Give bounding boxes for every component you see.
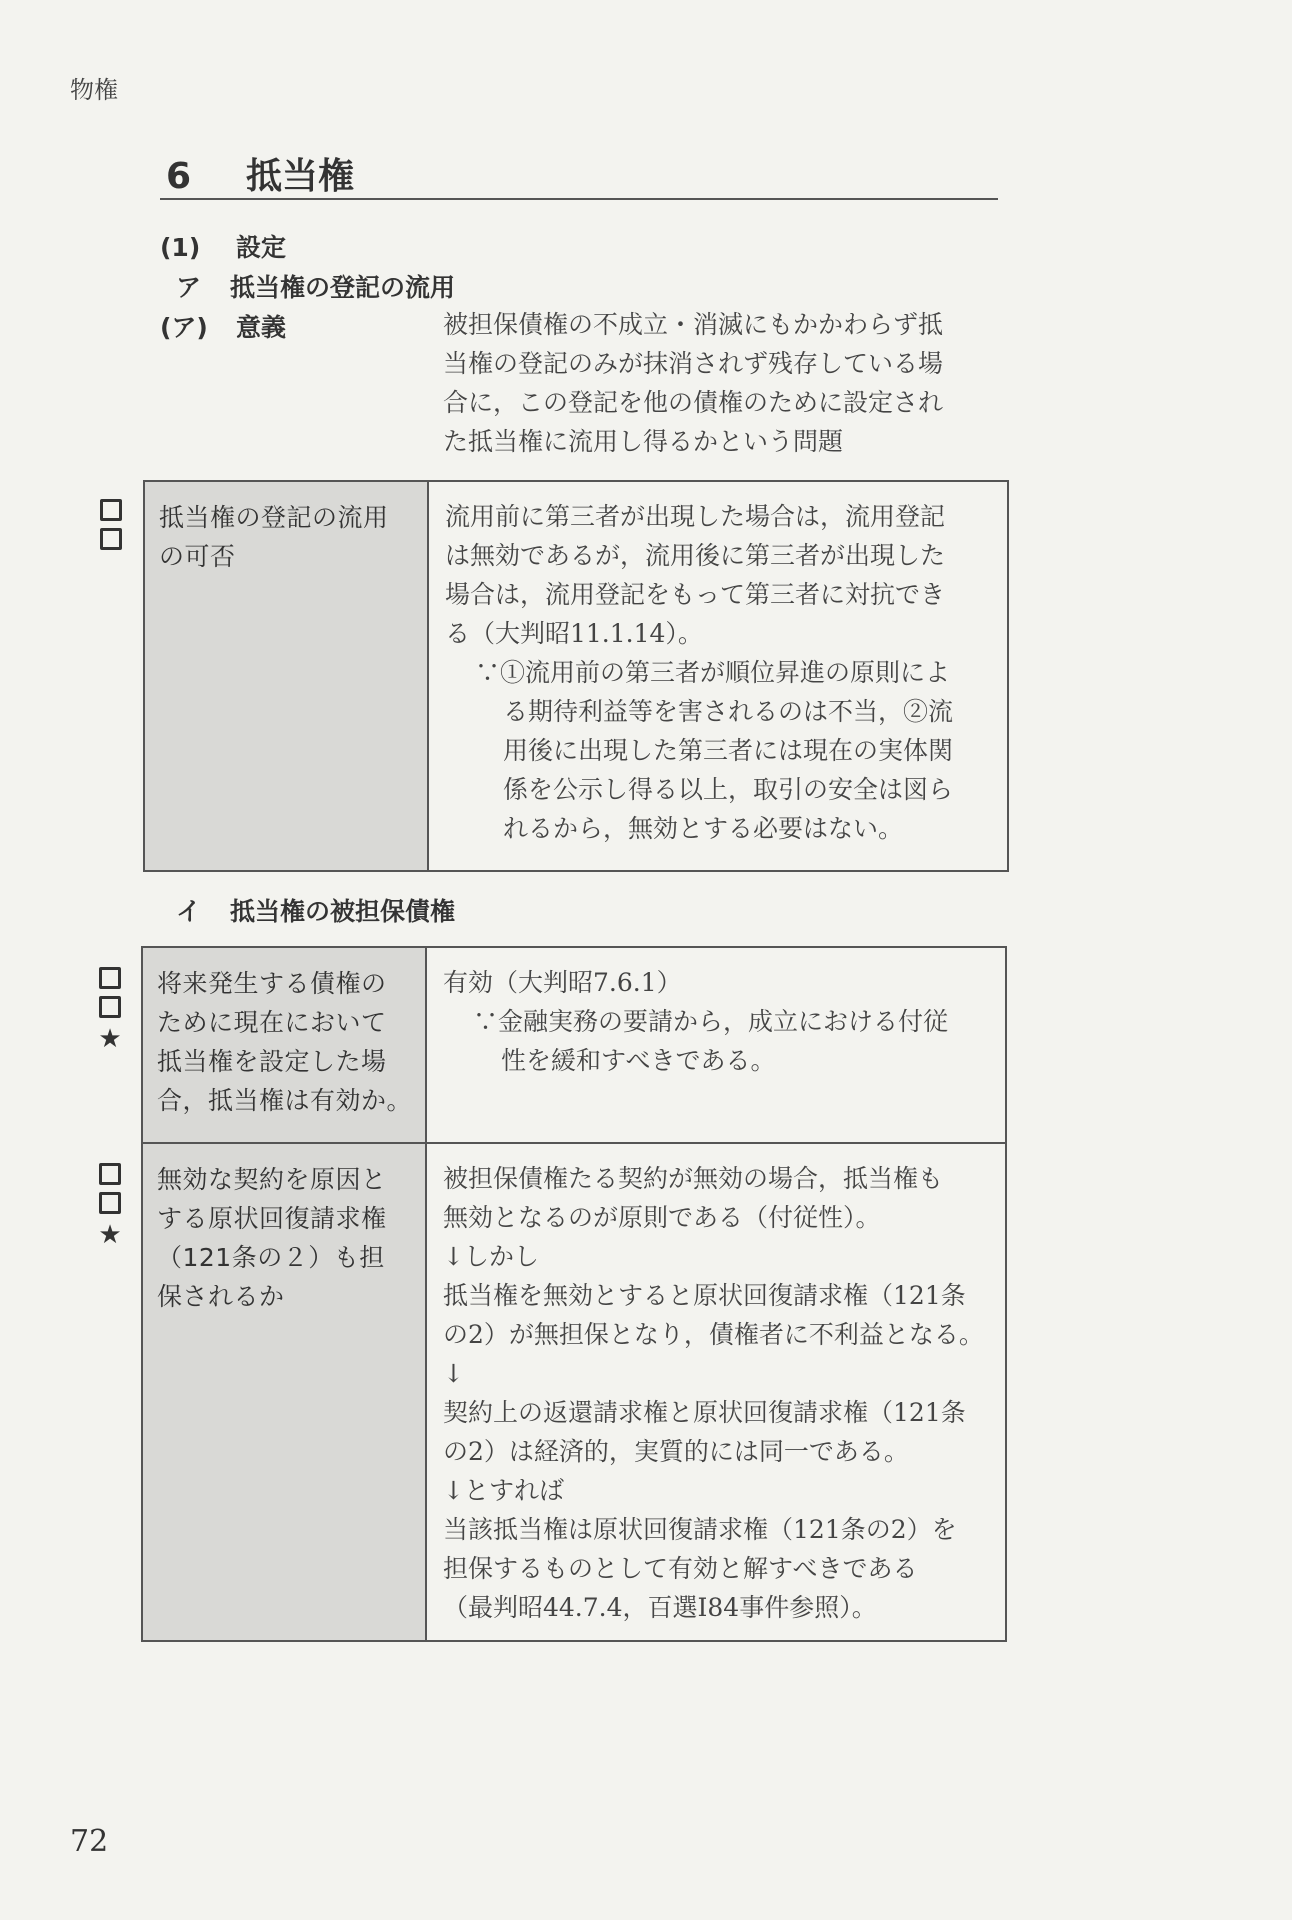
text-line: れるから，無効とする必要はない。	[503, 814, 904, 843]
subsection-heading-b	[176, 892, 455, 928]
table-secured-claims	[141, 946, 1007, 1642]
answer-cell	[428, 481, 1008, 871]
subsection-number: ア	[176, 273, 202, 302]
text-line: 保されるか	[157, 1282, 285, 1311]
subsection-title: 抵当権の登記の流用	[230, 273, 456, 302]
text-line: ために現在において	[157, 1008, 387, 1037]
star-icon: ★	[98, 1024, 122, 1054]
checkbox-marks	[95, 1156, 125, 1251]
text-line: 抵当権を無効とすると原状回復請求権（121条	[443, 1281, 966, 1310]
text-line: 合に，この登記を他の債権のために設定され	[443, 388, 944, 417]
text-line: る期待利益等を害されるのは不当，②流	[503, 697, 954, 726]
text-line: 無効となるのが原則である（付従性）。	[443, 1203, 881, 1232]
text-line: （121条の２）も担	[157, 1243, 385, 1272]
text-line: 当該抵当権は原状回復請求権（121条の2）を	[443, 1515, 957, 1544]
text-line: 契約上の返還請求権と原状回復請求権（121条	[443, 1398, 966, 1427]
text-line: 性を緩和すべきである。	[501, 1046, 776, 1075]
checkbox-icon	[99, 996, 121, 1018]
answer-cell	[426, 947, 1006, 1143]
subsection-number: (ア)	[160, 313, 208, 342]
text-line: ↓とすれば	[443, 1476, 564, 1505]
page-number: 72	[70, 1824, 109, 1859]
subsection-number: (1)	[160, 233, 201, 262]
text-line: た抵当権に流用し得るかという問題	[443, 427, 844, 456]
checkbox-icon	[99, 1163, 121, 1185]
text-line: ↓しかし	[443, 1242, 539, 1271]
text-line: る（大判昭11.1.14）。	[445, 619, 703, 648]
checkbox-icon	[99, 1192, 121, 1214]
subsection-number: イ	[176, 897, 202, 926]
text-line: 将来発生する債権の	[157, 969, 387, 998]
text-line: 当権の登記のみが抹消されず残存している場	[443, 349, 944, 378]
checkbox-marks	[95, 960, 125, 1055]
question-cell	[144, 481, 428, 871]
text-line: 無効な契約を原因と	[157, 1165, 387, 1194]
running-head: 物権	[70, 76, 118, 104]
subsection-heading-meaning	[160, 308, 286, 344]
table-row	[144, 481, 1008, 871]
section-number: 6	[166, 156, 192, 197]
text-line: 抵当権の登記の流用	[159, 503, 389, 532]
reason-block	[443, 1002, 991, 1080]
table-row	[142, 947, 1006, 1143]
subsection-title: 抵当権の被担保債権	[230, 897, 456, 926]
subsection-heading-a	[176, 268, 455, 304]
checkbox-icon	[100, 499, 122, 521]
text-line: 有効（大判昭7.6.1）	[443, 968, 682, 997]
table-mortgage-registration	[143, 480, 1009, 872]
text-line: ∵金融実務の要請から，成立における付従	[473, 1007, 949, 1036]
star-icon: ★	[98, 1220, 122, 1250]
section-heading	[160, 148, 998, 200]
section-title: 抵当権	[246, 156, 355, 197]
text-line: ↓	[443, 1359, 464, 1388]
text-line: 担保するものとして有効と解すべきである	[443, 1554, 918, 1583]
text-line: の可否	[159, 542, 236, 571]
text-line: する原状回復請求権	[157, 1204, 387, 1233]
answer-cell	[426, 1143, 1006, 1641]
meaning-paragraph	[443, 305, 1003, 461]
text-line: 合，抵当権は有効か。	[157, 1086, 413, 1115]
text-line: 被担保債権たる契約が無効の場合，抵当権も	[443, 1164, 944, 1193]
subsection-title: 設定	[236, 233, 287, 262]
subsection-heading-1	[160, 228, 286, 264]
checkbox-marks	[96, 492, 126, 555]
text-line: の2）が無担保となり，債権者に不利益となる。	[443, 1320, 984, 1349]
text-line: 係を公示し得る以上，取引の安全は図ら	[503, 775, 954, 804]
checkbox-icon	[100, 528, 122, 550]
text-line: ∵①流用前の第三者が順位昇進の原則によ	[475, 658, 951, 687]
question-cell	[142, 947, 426, 1143]
text-line: の2）は経済的，実質的には同一である。	[443, 1437, 909, 1466]
subsection-title: 意義	[236, 313, 287, 342]
question-cell	[142, 1143, 426, 1641]
table-row	[142, 1143, 1006, 1641]
text-line: （最判昭44.7.4，百選Ⅰ84事件参照）。	[443, 1593, 877, 1622]
text-line: 抵当権を設定した場	[157, 1047, 387, 1076]
text-line: 用後に出現した第三者には現在の実体関	[503, 736, 954, 765]
text-line: 被担保債権の不成立・消滅にもかかわらず抵	[443, 310, 944, 339]
reason-block	[445, 653, 993, 848]
text-line: 流用前に第三者が出現した場合は，流用登記	[445, 502, 946, 531]
text-line: は無効であるが，流用後に第三者が出現した	[445, 541, 946, 570]
checkbox-icon	[99, 967, 121, 989]
text-line: 場合は，流用登記をもって第三者に対抗でき	[445, 580, 946, 609]
